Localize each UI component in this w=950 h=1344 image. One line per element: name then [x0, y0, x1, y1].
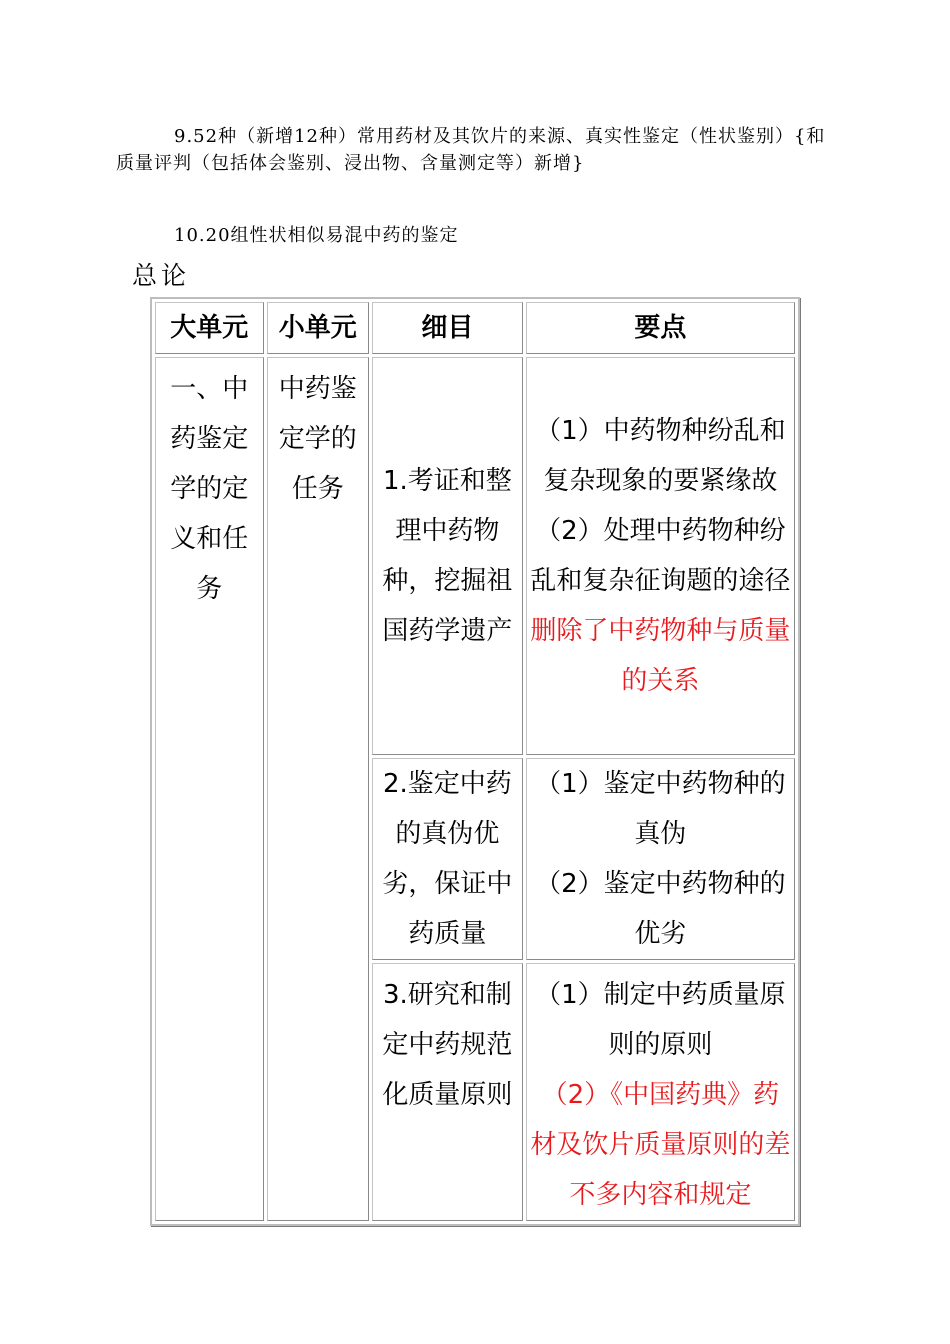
- point-text: （1）鉴定中药物种的真伪: [535, 769, 786, 849]
- header-item: 细目: [372, 302, 523, 354]
- point-text: （1）中药物种纷乱和复杂现象的要紧缘故: [535, 416, 786, 496]
- points-cell: [526, 357, 795, 755]
- unit-cell: 一、中药鉴定学的定义和任务: [155, 357, 264, 1221]
- item-cell: 2.鉴定中药的真伪优劣，保证中药质量: [372, 758, 523, 960]
- paragraph-text: 9.52种（新增12种）常用药材及其饮片的来源、真实性鉴定（性状鉴别）{和质量评判（包括体会鉴别、浸出物、含量测定等）新增}: [116, 126, 826, 174]
- item-cell: 1.考证和整理中药物种，挖掘祖国药学遗产: [372, 357, 523, 755]
- paragraph-item-10: 10.20组性状相似易混中药的鉴定: [174, 225, 459, 246]
- point-text: （2）处理中药物种纷乱和复杂征询题的途径: [530, 516, 791, 596]
- header-subunit: 小单元: [267, 302, 369, 354]
- table-row: [155, 357, 795, 755]
- point-text-highlight: 删除了中药物种与质量的关系: [530, 616, 791, 696]
- subunit-cell: 中药鉴定学的任务: [267, 357, 369, 1221]
- point-text: （2）鉴定中药物种的优劣: [535, 869, 786, 949]
- section-title: 总论: [132, 261, 191, 290]
- item-cell: 3.研究和制定中药规范化质量原则: [372, 963, 523, 1221]
- paragraph-item-9: [116, 123, 836, 177]
- point-text: （1）制定中药质量原则的原则: [535, 980, 786, 1060]
- points-cell: [526, 963, 795, 1221]
- point-text-highlight: （2）《中国药典》药材及饮片质量原则的差不多内容和规定: [530, 1080, 791, 1210]
- table-header-row: [155, 302, 795, 354]
- header-points: 要点: [526, 302, 795, 354]
- points-cell: [526, 758, 795, 960]
- syllabus-table: [150, 297, 800, 1226]
- header-unit: 大单元: [155, 302, 264, 354]
